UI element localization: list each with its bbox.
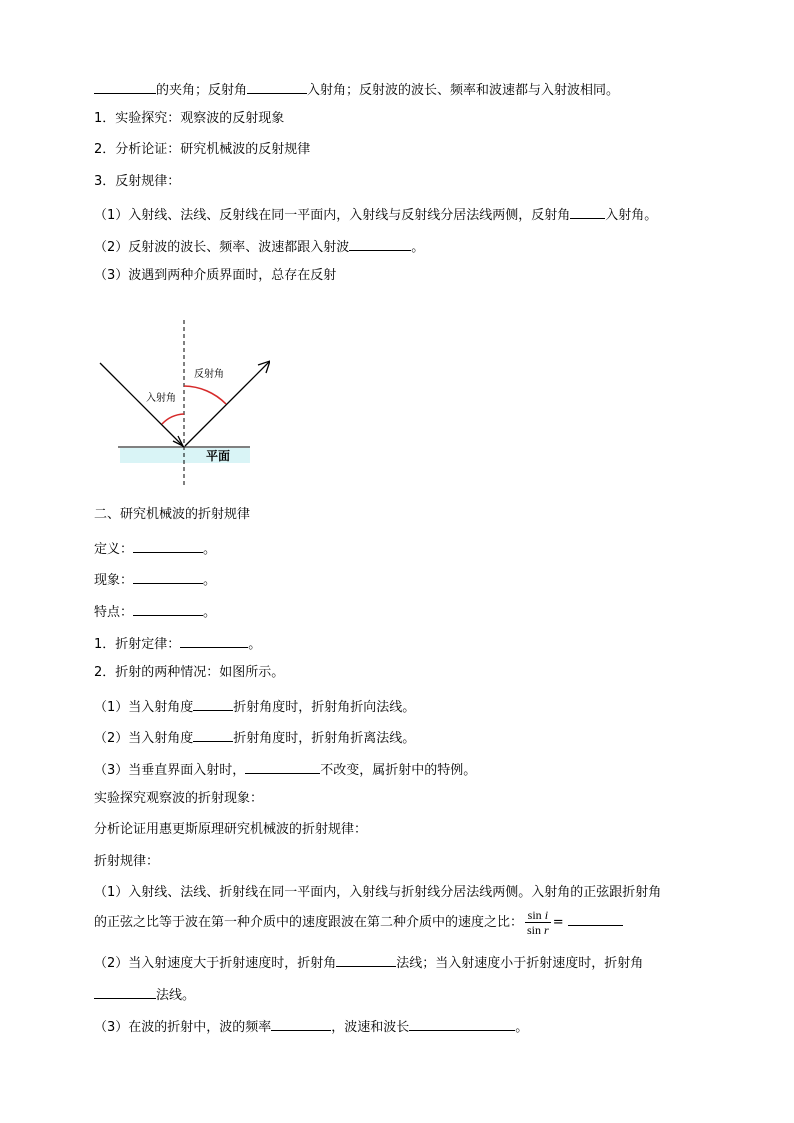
refraction-rule-2-line-1: （2）当入射速度大于折射速度时，折射角 法线；当入射速度小于折射速度时，折射角 xyxy=(94,953,643,972)
snell-fraction: $\frac{\text{sin i}}{\text{sin r}}$ xyxy=(527,908,549,937)
reflection-item-2: 2．分析论证：研究机械波的反射规律 xyxy=(94,142,311,157)
refraction-phenomenon: 现象： 。 xyxy=(94,570,216,589)
medium-region xyxy=(120,448,250,463)
reflection-rule-2: （2）反射波的波长、频率、波速都跟入射波 。 xyxy=(94,237,424,256)
refraction-analysis: 分析论证用惠更斯原理研究机械波的折射规律： xyxy=(94,822,368,837)
refraction-rule-3: （3）在波的折射中，波的频率 ，波速和波长 。 xyxy=(94,1017,528,1036)
answer-blank[interactable] xyxy=(94,80,156,94)
reflection-line-0: 的夹角；反射角 入射角；反射波的波长、频率和波速都与入射波相同。 xyxy=(94,80,619,99)
answer-blank[interactable] xyxy=(133,570,203,584)
incident-angle-arc xyxy=(162,414,184,424)
answer-blank[interactable] xyxy=(193,697,233,711)
refraction-case-2: （2）当入射角度 折射角度时，折射角折离法线。 xyxy=(94,728,415,747)
answer-blank[interactable] xyxy=(409,1017,515,1031)
refraction-cases-title: 2．折射的两种情况：如图所示。 xyxy=(94,665,285,680)
answer-blank[interactable] xyxy=(336,953,396,967)
answer-blank[interactable] xyxy=(271,1017,331,1031)
refraction-feature: 特点： 。 xyxy=(94,602,216,621)
incident-angle-label: 入射角 xyxy=(146,393,176,404)
answer-blank[interactable] xyxy=(568,912,623,926)
reflection-item-1: 1．实验探究：观察波的反射现象 xyxy=(94,111,285,126)
answer-blank[interactable] xyxy=(133,602,203,616)
refraction-law: 1．折射定律： 。 xyxy=(94,634,261,653)
answer-blank[interactable] xyxy=(349,237,411,251)
answer-blank[interactable] xyxy=(245,760,320,774)
refraction-experiment: 实验探究观察波的折射现象： xyxy=(94,791,264,806)
answer-blank[interactable] xyxy=(193,728,233,742)
answer-blank[interactable] xyxy=(180,634,248,648)
answer-blank[interactable] xyxy=(133,539,203,553)
incident-ray xyxy=(100,363,183,446)
reflection-diagram xyxy=(90,315,270,490)
reflect-angle-arc xyxy=(184,386,226,404)
refraction-case-3: （3）当垂直界面入射时， 不改变，属折射中的特例。 xyxy=(94,760,476,779)
refraction-rule-2-line-2: 法线。 xyxy=(94,985,195,1004)
answer-blank[interactable] xyxy=(570,205,605,219)
reflection-item-3: 3．反射规律： xyxy=(94,174,181,189)
refraction-case-1: （1）当入射角度 折射角度时，折射角折向法线。 xyxy=(94,697,415,716)
refraction-heading: 二、研究机械波的折射规律 xyxy=(94,507,251,522)
refraction-rules-title: 折射规律： xyxy=(94,854,160,869)
plane-label: 平面 xyxy=(206,449,231,463)
reflect-angle-label: 反射角 xyxy=(194,369,224,380)
answer-blank[interactable] xyxy=(247,80,307,94)
reflection-rule-3: （3）波遇到两种介质界面时，总存在反射 xyxy=(94,268,337,283)
answer-blank[interactable] xyxy=(94,985,156,999)
refraction-rule-1-line-2: 的正弦之比等于波在第一种介质中的速度跟波在第二种介质中的速度之比： $\frac{\text{sin i}}{\text{sin r}}$ = xyxy=(94,907,623,939)
refraction-definition: 定义： 。 xyxy=(94,539,216,558)
refraction-rule-1-line-1: （1）入射线、法线、折射线在同一平面内，入射线与折射线分居法线两侧。入射角的正弦跟折射角 xyxy=(94,885,662,900)
reflection-rule-1: （1）入射线、法线、反射线在同一平面内，入射线与反射线分居法线两侧，反射角 入射角。 xyxy=(94,205,657,224)
